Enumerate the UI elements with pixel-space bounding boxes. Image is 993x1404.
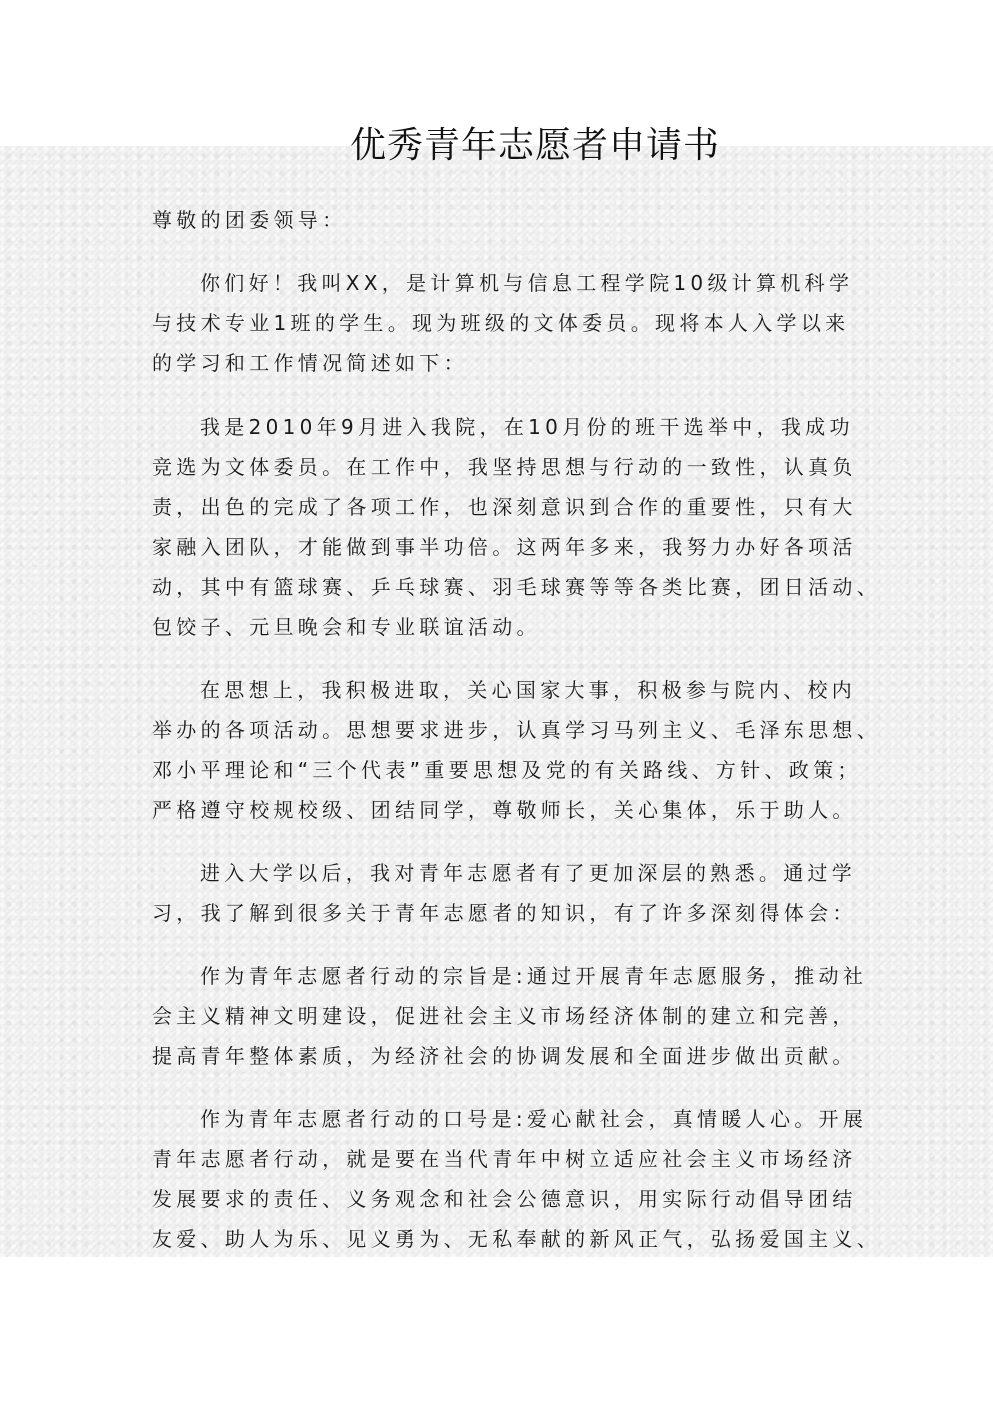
paragraph-2-line-5: 动，其中有篮球赛、乒乓球赛、羽毛球赛等等各类比赛，团日活动、	[152, 575, 881, 599]
document-title: 优秀青年志愿者申请书	[350, 125, 721, 166]
paragraph-4-line-1: 进入大学以后，我对青年志愿者有了更加深层的熟悉。通过学	[200, 861, 857, 885]
paragraph-1-line-2: 与技术专业1班的学生。现为班级的文体委员。现将本人入学以来	[152, 311, 850, 335]
paragraph-3-line-1: 在思想上，我积极进取，关心国家大事，积极参与院内、校内	[200, 678, 857, 702]
paragraph-6-line-1: 作为青年志愿者行动的口号是:爱心献社会，真情暖人心。开展	[200, 1107, 868, 1131]
paragraph-2-line-6: 包饺子、元旦晚会和专业联谊活动。	[152, 615, 541, 639]
paragraph-6-line-2: 青年志愿者行动，就是要在当代青年中树立适应社会主义市场经济	[152, 1147, 857, 1171]
paragraph-1-line-3: 的学习和工作情况简述如下：	[152, 351, 468, 375]
paragraph-2-line-3: 责，出色的完成了各项工作，也深刻意识到合作的重要性，只有大	[152, 495, 857, 519]
paragraph-2-line-2: 竞选为文体委员。在工作中，我坚持思想与行动的一致性，认真负	[152, 455, 857, 479]
paragraph-6-line-4: 友爱、助人为乐、见义勇为、无私奉献的新风正气，弘扬爱国主义、	[152, 1227, 881, 1251]
paragraph-3-line-4: 严格遵守校规校级、团结同学，尊敬师长，关心集体，乐于助人。	[152, 798, 857, 822]
paragraph-5-line-2: 会主义精神文明建设，促进社会主义市场经济体制的建立和完善，	[152, 1004, 857, 1028]
salutation: 尊敬的团委领导：	[152, 208, 347, 232]
paragraph-5-line-3: 提高青年整体素质，为经济社会的协调发展和全面进步做出贡献。	[152, 1044, 857, 1068]
paragraph-3-line-2: 举办的各项活动。思想要求进步，认真学习马列主义、毛泽东思想、	[152, 718, 881, 742]
paragraph-3-line-3: 邓小平理论和“三个代表”重要思想及党的有关路线、方针、政策；	[152, 758, 862, 782]
paragraph-2-line-4: 家融入团队，才能做到事半功倍。这两年多来，我努力办好各项活	[152, 535, 857, 559]
paragraph-6-line-3: 发展要求的责任、义务观念和社会公德意识，用实际行动倡导团结	[152, 1187, 857, 1211]
paragraph-5-line-1: 作为青年志愿者行动的宗旨是:通过开展青年志愿服务，推动社	[200, 964, 868, 988]
paragraph-4-line-2: 习，我了解到很多关于青年志愿者的知识，有了许多深刻得体会：	[152, 901, 857, 925]
paragraph-1-line-1: 你们好！我叫XX，是计算机与信息工程学院10级计算机科学	[200, 271, 854, 295]
paragraph-2-line-1: 我是2010年9月进入我院，在10月份的班干选举中，我成功	[200, 415, 854, 439]
